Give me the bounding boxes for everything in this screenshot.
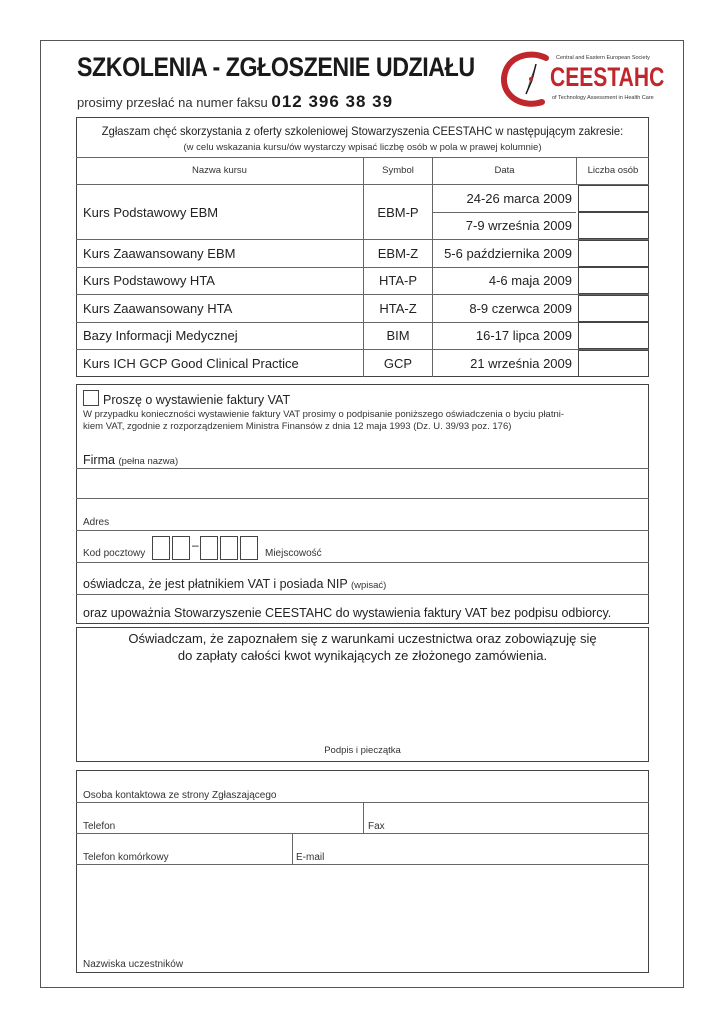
course-name: Kurs Zaawansowany EBM <box>83 246 236 261</box>
postal-code-digit[interactable] <box>240 536 258 560</box>
col-divider <box>576 157 577 185</box>
logo-line2: of Technology Assessment in Health Care <box>552 95 654 101</box>
course-date: 4-6 maja 2009 <box>488 273 572 288</box>
divider <box>76 349 649 350</box>
signature-label: Podpis i pieczątka <box>324 745 401 756</box>
header-count: Liczba osób <box>587 165 639 176</box>
vat-statement <box>83 577 386 591</box>
course-symbol: HTA-P <box>378 273 418 288</box>
divider <box>76 322 649 323</box>
fax-field[interactable] <box>364 803 648 833</box>
page-title: SZKOLENIA - ZGŁOSZENIE UDZIAŁU <box>77 52 475 82</box>
firma-label-text: Firma <box>83 453 115 467</box>
invoice-desc-line2: kiem VAT, zgodnie z rozporządzeniem Ministra Finansów z dnia 12 maja 1993 (Dz. U. 39/93 poz. 176) <box>83 421 512 432</box>
adres-field[interactable] <box>77 499 648 529</box>
authorization-text: oraz upoważnia Stowarzyszenie CEESTAHC do wystawienia faktury VAT bez podpisu odbiorcy. <box>83 606 612 620</box>
vat-invoice-label: Proszę o wystawienie faktury VAT <box>103 393 291 407</box>
fax-number: 012 396 38 39 <box>271 92 394 111</box>
course-symbol: BIM <box>386 328 410 343</box>
postal-code-digit[interactable] <box>200 536 218 560</box>
course-symbol: HTA-Z <box>379 301 417 316</box>
adres-label: Adres <box>83 517 110 528</box>
postal-code-dash: – <box>192 538 199 552</box>
course-date: 8-9 czerwca 2009 <box>469 301 572 316</box>
participant-count-field[interactable] <box>578 322 649 349</box>
course-name: Kurs Zaawansowany HTA <box>83 301 233 316</box>
vat-note: (wpisać) <box>350 580 387 591</box>
participants-label: Nazwiska uczestników <box>83 959 184 970</box>
firma-field[interactable] <box>77 469 648 497</box>
courses-intro: Zgłaszam chęć skorzystania z oferty szkoleniowej Stowarzyszenia CEESTAHC w następującym zakresie: <box>101 124 624 138</box>
participant-count-field[interactable] <box>578 185 649 212</box>
course-date: 16-17 lipca 2009 <box>475 328 572 343</box>
courses-note: (w celu wskazania kursu/ów wystarczy wpisać liczbę osób w pola w prawej kolumnie) <box>183 142 542 153</box>
course-name: Kurs ICH GCP Good Clinical Practice <box>83 356 299 371</box>
phone-field[interactable] <box>77 803 362 833</box>
participant-count-field[interactable] <box>578 267 649 294</box>
course-date: 5-6 października 2009 <box>444 246 572 261</box>
phone-label: Telefon <box>83 821 116 832</box>
vat-invoice-checkbox[interactable] <box>83 390 99 406</box>
course-name: Kurs Podstawowy EBM <box>83 205 219 220</box>
divider <box>76 294 649 295</box>
vat-statement-text: oświadcza, że jest płatnikiem VAT i posiada NIP <box>83 577 348 591</box>
city-label: Miejscowość <box>265 548 322 559</box>
header-symbol: Symbol <box>382 165 414 176</box>
mobile-label: Telefon komórkowy <box>83 852 169 863</box>
course-symbol: EBM-Z <box>377 246 419 261</box>
divider <box>76 267 649 268</box>
participant-count-field[interactable] <box>578 240 649 267</box>
contact-person-label: Osoba kontaktowa ze strony Zgłaszającego <box>83 790 277 801</box>
logo-line1: Central and Eastern European Society <box>556 55 650 61</box>
signature-field[interactable] <box>77 670 648 742</box>
divider <box>76 594 649 595</box>
header-course-name: Nazwa kursu <box>192 165 247 176</box>
fax-prefix: prosimy przesłać na numer faksu <box>77 95 268 110</box>
postal-code-label: Kod pocztowy <box>83 548 146 559</box>
declaration-line2: do zapłaty całości kwot wynikających ze złożonego zamówienia. <box>177 648 548 663</box>
divider <box>76 239 649 240</box>
participant-count-field[interactable] <box>578 212 649 239</box>
course-name: Kurs Podstawowy HTA <box>83 273 215 288</box>
course-symbol: EBM-P <box>377 205 419 220</box>
course-name: Bazy Informacji Medycznej <box>83 328 238 343</box>
participant-count-field[interactable] <box>578 295 649 322</box>
city-field[interactable] <box>330 531 648 561</box>
course-symbol: GCP <box>383 356 413 371</box>
postal-code-digit[interactable] <box>220 536 238 560</box>
divider <box>76 184 649 185</box>
postal-code-digit[interactable] <box>152 536 170 560</box>
firma-note: (pełna nazwa) <box>118 456 179 467</box>
header-date: Data <box>494 165 515 176</box>
ceestahc-logo <box>500 50 665 108</box>
declaration-line1: Oświadczam, że zapoznałem się z warunkami uczestnictwa oraz zobowiązuję się <box>128 631 597 646</box>
divider <box>432 212 576 213</box>
course-date: 24-26 marca 2009 <box>466 191 572 206</box>
email-label: E-mail <box>296 852 325 863</box>
firma-label <box>83 453 178 467</box>
fax-label: Fax <box>368 821 385 832</box>
course-date: 7-9 września 2009 <box>465 218 572 233</box>
logo-wordmark: CEESTAHC <box>550 62 665 92</box>
postal-code-digit[interactable] <box>172 536 190 560</box>
participants-field[interactable] <box>77 865 648 972</box>
nip-field[interactable] <box>420 563 648 593</box>
invoice-desc-line1: W przypadku konieczności wystawienie faktury VAT prosimy o podpisanie poniższego oświadczenia o byciu płatni- <box>83 409 565 420</box>
email-field[interactable] <box>293 834 648 864</box>
fax-line <box>77 92 393 112</box>
participant-count-field[interactable] <box>578 350 649 377</box>
course-date: 21 września 2009 <box>470 356 572 371</box>
